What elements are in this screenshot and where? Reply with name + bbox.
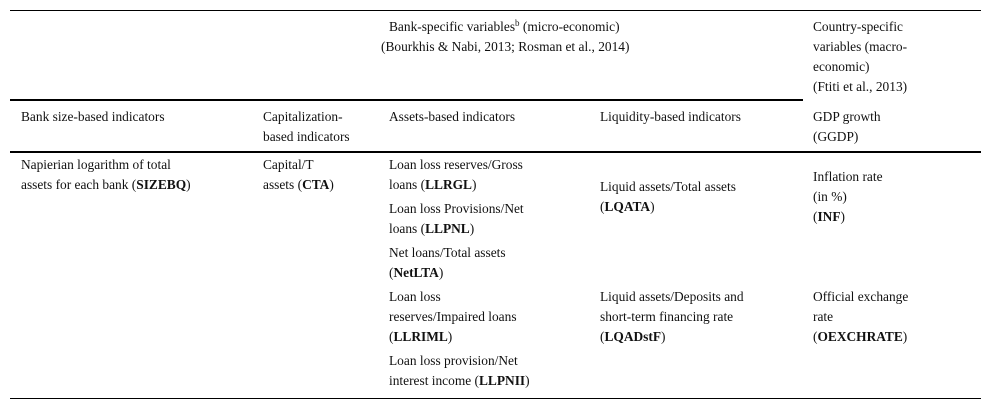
netlta-code: NetLTA bbox=[393, 265, 439, 280]
bank-specific-citation: (Bourkhis & Nabi, 2013; Rosman et al., 2014) bbox=[381, 39, 630, 54]
column-header-size: Bank size-based indicators bbox=[21, 109, 165, 124]
asset-indicator-llpnii: Loan loss provision/Net interest income (LLPNII) bbox=[389, 353, 530, 388]
column-header-capitalization bbox=[263, 107, 350, 147]
size-indicator: Napierian logarithm of total assets for each bank (SIZEBQ) bbox=[21, 157, 191, 192]
country-specific-line-1: Country-specific bbox=[813, 19, 903, 34]
header-rule-bank bbox=[10, 99, 803, 101]
bank-specific-title: Bank-specific variables bbox=[389, 19, 516, 34]
liquidity-indicator-lqata: Liquid assets/Total assets (LQATA) bbox=[600, 179, 736, 214]
column-rule bbox=[10, 151, 981, 153]
column-header-gdp-line-2: (GGDP) bbox=[813, 129, 859, 144]
column-header-gdp-line-1: GDP growth bbox=[813, 109, 881, 124]
column-header-capitalization-line-1: Capitalization- bbox=[263, 109, 343, 124]
llriml-code: LLRIML bbox=[393, 329, 448, 344]
macro-indicator-inflation: Inflation rate (in %) (INF) bbox=[813, 169, 883, 224]
inf-code: INF bbox=[817, 209, 841, 224]
asset-indicator-llpnl: Loan loss Provisions/Net loans (LLPNL) bbox=[389, 201, 524, 236]
llpnl-code: LLPNL bbox=[425, 221, 470, 236]
llpnii-code: LLPNII bbox=[478, 373, 526, 388]
column-header-liquidity: Liquidity-based indicators bbox=[600, 109, 741, 124]
country-specific-header bbox=[813, 17, 983, 97]
cap-line-1: Capital/T bbox=[263, 157, 314, 172]
lqata-code: LQATA bbox=[604, 199, 651, 214]
top-rule bbox=[10, 10, 981, 11]
country-specific-citation: (Ftiti et al., 2013) bbox=[813, 79, 908, 94]
column-header-gdp bbox=[813, 107, 881, 147]
footnote-b: b bbox=[515, 18, 520, 28]
asset-indicator-netlta: Net loans/Total assets (NetLTA) bbox=[389, 245, 506, 280]
size-line-2: assets for each bank ( bbox=[21, 177, 137, 192]
column-header-assets: Assets-based indicators bbox=[389, 109, 516, 124]
macro-indicator-exchange-rate: Official exchange rate (OEXCHRATE) bbox=[813, 289, 909, 344]
liquidity-indicator-lqadstf: Liquid assets/Deposits and short-term financing rate (LQADstF) bbox=[600, 289, 744, 344]
size-code: SIZEBQ bbox=[136, 177, 187, 192]
bank-specific-suffix: (micro-economic) bbox=[519, 19, 620, 34]
cap-line-2: assets ( bbox=[263, 177, 303, 192]
column-header-capitalization-line-2: based indicators bbox=[263, 129, 350, 144]
llrgl-code: LLRGL bbox=[425, 177, 472, 192]
bank-specific-header bbox=[389, 17, 789, 37]
asset-indicator-llrgl: Loan loss reserves/Gross loans (LLRGL) bbox=[389, 157, 523, 192]
lqadstf-code: LQADstF bbox=[604, 329, 662, 344]
size-line-1: Napierian logarithm of total bbox=[21, 157, 171, 172]
cap-code: CTA bbox=[302, 177, 330, 192]
country-specific-line-2: variables (macro- bbox=[813, 39, 908, 54]
oexchrate-code: OEXCHRATE bbox=[817, 329, 903, 344]
bottom-rule bbox=[10, 398, 981, 399]
country-specific-line-3: economic) bbox=[813, 59, 870, 74]
asset-indicator-llriml: Loan loss reserves/Impaired loans (LLRIML) bbox=[389, 289, 517, 344]
capitalization-indicator: Capital/T assets (CTA) bbox=[263, 157, 334, 192]
